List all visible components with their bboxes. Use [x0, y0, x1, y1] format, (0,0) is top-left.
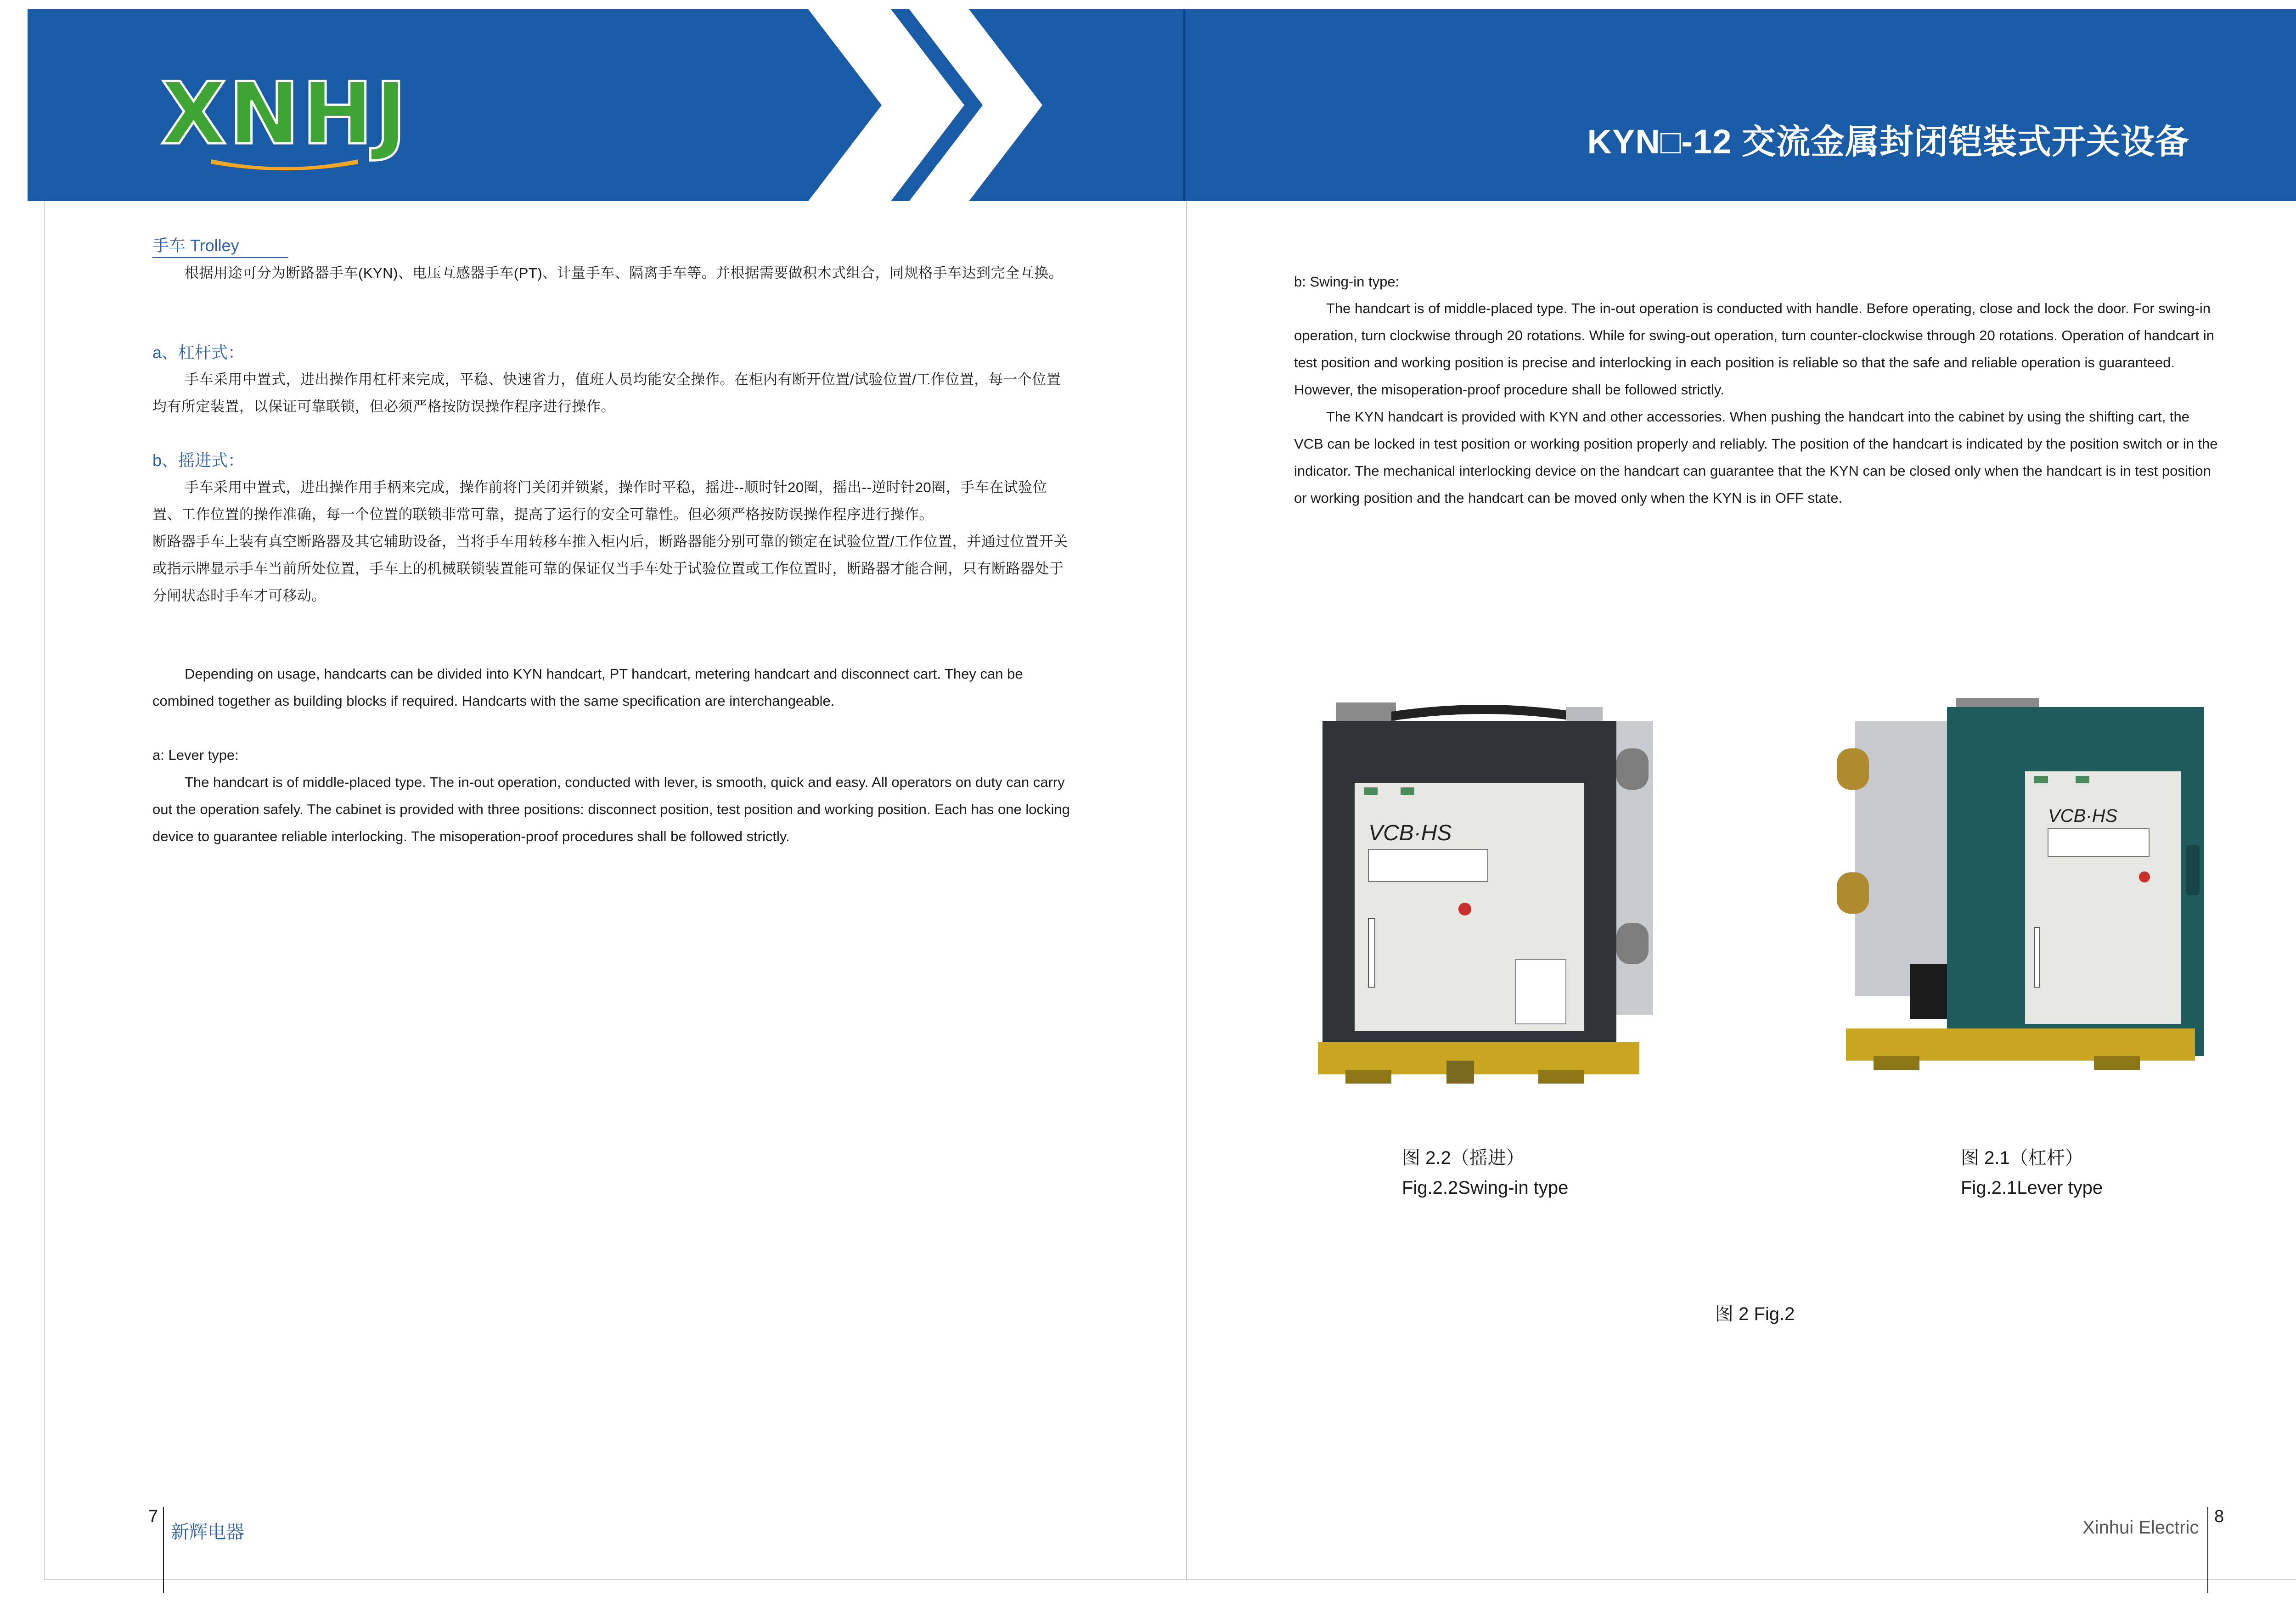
fig-left-panel-label: VCB·HS — [1368, 821, 1452, 845]
page-number-right: 8 — [2214, 1507, 2224, 1526]
swing-in-handcart-photo — [1318, 693, 1671, 1107]
fig-left-caption-en: Fig.2.2Swing-in type — [1402, 1178, 1569, 1198]
swing-type-heading-en: b: Swing-in type: — [1294, 274, 1400, 290]
page-number-left: 7 — [148, 1507, 158, 1526]
lever-type-heading-zh: a、杠杆式： — [152, 343, 245, 362]
company-logo — [161, 64, 409, 168]
page-frame-bottom — [44, 1579, 2296, 1580]
figure-group-caption: 图 2 Fig.2 — [1715, 1304, 1795, 1324]
lever-type-paragraph-zh: 手车采用中置式，进出操作用杠杆来完成，平稳、快速省力，值班人员均能安全操作。在柜内有断开位置/试验位置/工作位置，每一个位置均有所定装置，以保证可靠联锁，但必须严格按防误操作程序进行操作。 — [152, 371, 1061, 415]
section-title-underline — [152, 257, 288, 258]
section-title: 手车 Trolley — [152, 236, 239, 255]
intro-paragraph-zh: 根据用途可分为断路器手车(KYN)、电压互感器手车(PT)、计量手车、隔离手车等。并根据需要做积木式组合，同规格手车达到完全互换。 — [185, 265, 1064, 281]
logo-swoosh-icon — [211, 157, 358, 175]
footer-brand-en: Xinhui Electric — [2082, 1517, 2199, 1538]
swing-type-paragraph-en-2: The KYN handcart is provided with KYN and other accessories. When pushing the handcart into the cabinet by using the shifting cart, the VCB can be locked in test position or working position properly and reliably. The position of the handcart is indicated by the position switch or in the indicator. The mechanical interlocking device on the handcart can guarantee that the KYN can be closed only when the handcart is in test position or working position and the handcart can be moved only when the KYN is in OFF state. — [1294, 409, 2218, 506]
swing-type-text-zh — [152, 474, 1071, 609]
page-frame-left — [44, 201, 45, 1579]
lever-handcart-photo — [1818, 689, 2209, 1107]
swing-type-heading-zh: b、摇进式： — [152, 451, 245, 470]
fig-right-panel-label: VCB·HS — [2048, 806, 2118, 826]
footer-brand-zh: 新辉电器 — [171, 1522, 244, 1542]
footer-rule-right — [2207, 1507, 2208, 1593]
fig-right-caption-en: Fig.2.1Lever type — [1961, 1178, 2103, 1198]
swing-type-paragraph-zh-1: 手车采用中置式，进出操作用手柄来完成，操作前将门关闭并锁紧，操作时平稳，摇进--顺时针20圈，摇出--逆时针20圈，手车在试验位置、工作位置的操作准确，每一个位置的联锁非常可靠，提高了运行的安全可靠性。但必须严格按防误操作程序进行操作。 — [152, 479, 1047, 522]
lever-type-heading-en: a: Lever type: — [152, 747, 239, 763]
logo-wordmark: XNHJ — [161, 64, 409, 163]
header-title: KYN□-12 交流金属封闭铠装式开关设备 — [1587, 123, 2189, 161]
page-spine — [1186, 201, 1187, 1579]
header-seam — [1183, 9, 1185, 201]
swing-type-text-en — [1294, 295, 2221, 511]
header-band — [28, 9, 2296, 201]
fig-left-caption-zh: 图 2.2（摇进） — [1402, 1148, 1525, 1168]
footer-rule-left — [163, 1507, 164, 1593]
swing-type-paragraph-en-1: The handcart is of middle-placed type. The in-out operation is conducted with handle. Before operating, close and lock the door. For swing-in operation, turn clockwise through 20 rotations. While for swing-out operation, turn counter-clockwise through 20 rotations. Operation of handcart in test position and working position is precise and interlocking in each position is reliable so that the safe and reliable operation is guaranteed. However, the misoperation-proof procedure shall be followed strictly. — [1294, 300, 2215, 398]
intro-paragraph-en: Depending on usage, handcarts can be divided into KYN handcart, PT handcart, metering handcart and disconnect cart. They can be combined together as building blocks if required. Handcarts with the same specification are interchangeable. — [152, 666, 1023, 709]
swing-type-paragraph-zh-2: 断路器手车上装有真空断路器及其它辅助设备，当将手车用转移车推入柜内后，断路器能分别可靠的锁定在试验位置/工作位置，并通过位置开关或指示牌显示手车当前所处位置，手车上的机械联锁装置能可靠的保证仅当手车处于试验位置或工作位置时，断路器才能合闸，只有断路器处于分闸状态时手车才可移动。 — [152, 534, 1068, 604]
fig-right-caption-zh: 图 2.1（杠杆） — [1961, 1148, 2083, 1168]
lever-type-paragraph-en: The handcart is of middle-placed type. The in-out operation, conducted with lever, is smooth, quick and easy. All operators on duty can carry out the operation safely. The cabinet is provided with three positions: disconnect position, test position and working position. Each has one locking device to guarantee reliable interlocking. The misoperation-proof procedures shall be followed strictly. — [152, 774, 1070, 844]
